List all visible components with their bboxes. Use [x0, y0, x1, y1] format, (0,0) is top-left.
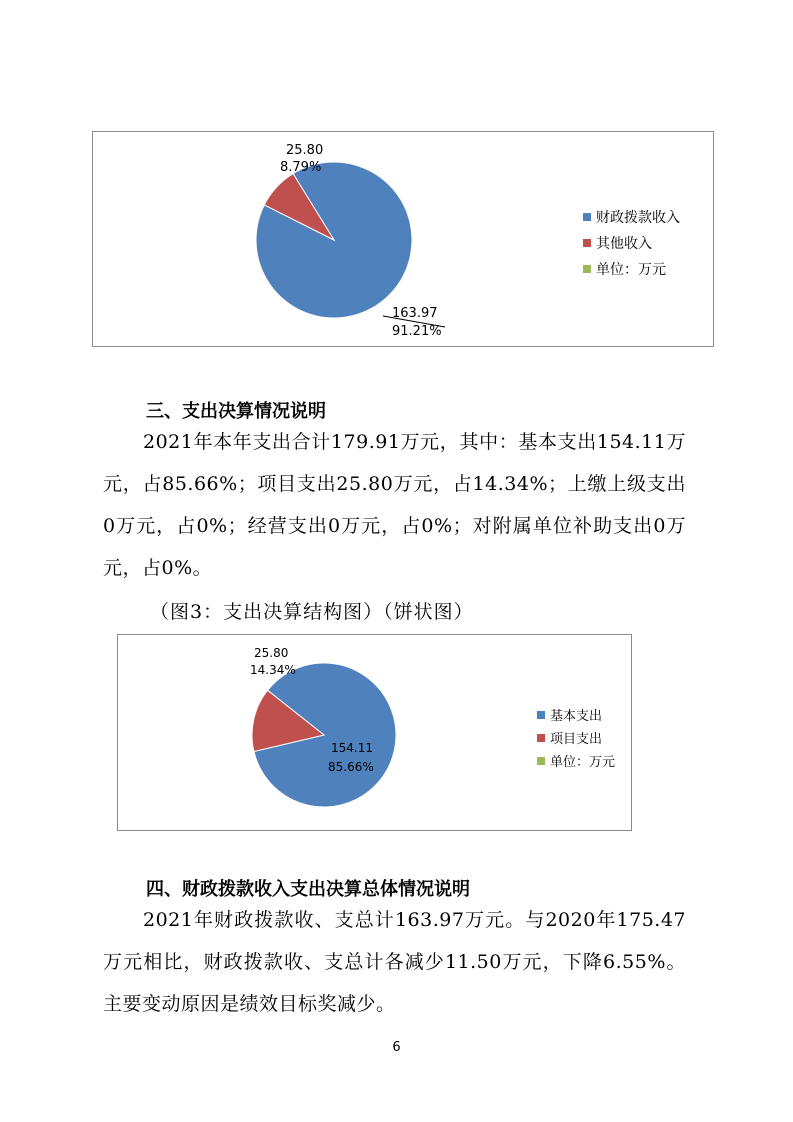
legend-label-project-expenditure: 项目支出	[550, 732, 603, 747]
legend-item-unit-2	[537, 749, 615, 772]
legend-item-fiscal-income	[583, 204, 680, 230]
section4-heading: 四、财政拨款收入支出决算总体情况说明	[146, 879, 470, 900]
pie1-label-other-percent: 8.79%	[280, 160, 322, 175]
legend-label-unit-2: 单位：万元	[550, 755, 616, 770]
legend-swatch-basic-expenditure	[537, 711, 545, 719]
income-pie-legend	[583, 204, 680, 282]
legend-swatch-other-income	[583, 239, 591, 247]
section3-heading: 三、支出决算情况说明	[146, 401, 326, 422]
legend-item-other-income	[583, 230, 680, 256]
legend-swatch-fiscal-income	[583, 213, 591, 221]
pie2-label-basic-percent: 85.66%	[328, 760, 374, 774]
pie1-label-fiscal-percent: 91.21%	[392, 324, 442, 339]
section4-paragraph: 2021年财政拨款收、支总计163.97万元。与2020年175.47万元相比，财政拨款收、支总计各减少11.50万元，下降6.55%。主要变动原因是绩效目标奖减少。	[103, 909, 686, 1015]
pie2-label-project-percent: 14.34%	[250, 663, 296, 677]
legend-swatch-unit-2	[537, 757, 545, 765]
pie2-label-basic-value: 154.11	[331, 741, 373, 755]
expenditure-pie-chart	[117, 634, 632, 831]
legend-label-other-income: 其他收入	[596, 236, 652, 252]
expenditure-pie-legend	[537, 703, 615, 772]
pie2-label-project-value: 25.80	[254, 646, 289, 660]
legend-item-unit	[583, 256, 680, 282]
legend-swatch-unit	[583, 265, 591, 273]
legend-swatch-project-expenditure	[537, 734, 545, 742]
figure3-caption: （图3：支出决算结构图）（饼状图）	[150, 601, 474, 623]
pie1-label-other-value: 25.80	[286, 143, 324, 158]
legend-label-fiscal-income: 财政拨款收入	[596, 210, 680, 226]
income-pie-chart	[92, 131, 714, 347]
legend-label-basic-expenditure: 基本支出	[550, 709, 603, 724]
section3-paragraph: 2021年本年支出合计179.91万元，其中：基本支出154.11万元，占85.66%；项目支出25.80万元，占14.34%；上缴上级支出0万元，占0%；经营支出0万元，占0%；对附属单位补助支出0万元，占0%。	[103, 431, 686, 579]
legend-label-unit: 单位：万元	[596, 262, 666, 278]
page-number: 6	[392, 1040, 401, 1055]
pie1-label-fiscal-value: 163.97	[392, 306, 438, 321]
legend-item-basic-expenditure	[537, 703, 615, 726]
legend-item-project-expenditure	[537, 726, 615, 749]
